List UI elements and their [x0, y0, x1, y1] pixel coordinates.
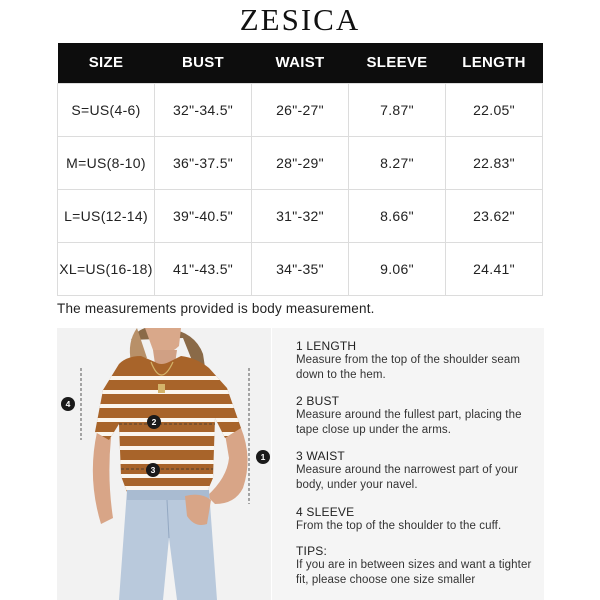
brand-logo: ZESICA — [239, 2, 361, 37]
header-size: SIZE — [58, 43, 155, 83]
cell-size: L=US(12-14) — [58, 189, 155, 242]
header-bust: BUST — [155, 43, 252, 83]
cell-length: 22.83" — [446, 136, 543, 189]
cell-sleeve: 8.27" — [349, 136, 446, 189]
tips-title: TIPS: — [296, 544, 328, 558]
guide-bust-text: Measure around the fullest part, placing the tape close up under the arms. — [296, 409, 522, 436]
table-row — [58, 242, 543, 295]
marker-sleeve: 4 — [61, 397, 75, 411]
cell-waist: 34"-35" — [252, 242, 349, 295]
guide-length — [296, 339, 544, 382]
guide-length-title: 1 LENGTH — [296, 339, 357, 353]
size-chart-table — [57, 43, 543, 296]
necklace-pendant — [158, 384, 165, 393]
guide-waist — [296, 449, 544, 492]
header-sleeve: SLEEVE — [349, 43, 446, 83]
cell-size: XL=US(16-18) — [58, 242, 155, 295]
tips-text: If you are in between sizes and want a tighter fit, please choose one size smaller — [296, 559, 532, 586]
measurement-guide-panel — [272, 328, 544, 600]
marker-length: 1 — [256, 450, 270, 464]
table-row — [58, 83, 543, 136]
guide-waist-text: Measure around the narrowest part of your body, under your navel. — [296, 464, 519, 491]
model-illustration — [57, 328, 271, 600]
header-waist: WAIST — [252, 43, 349, 83]
marker-bust: 2 — [147, 415, 161, 429]
guide-sleeve-text: From the top of the shoulder to the cuff. — [296, 520, 502, 532]
table-header-row — [58, 43, 543, 83]
cell-waist: 31"-32" — [252, 189, 349, 242]
cell-length: 22.05" — [446, 83, 543, 136]
marker-waist: 3 — [146, 463, 160, 477]
cell-size: S=US(4-6) — [58, 83, 155, 136]
cell-bust: 36"-37.5" — [155, 136, 252, 189]
cell-size: M=US(8-10) — [58, 136, 155, 189]
measurement-note: The measurements provided is body measurement. — [57, 301, 375, 316]
tips-section — [296, 544, 544, 587]
guide-waist-title: 3 WAIST — [296, 449, 345, 463]
guide-sleeve — [296, 505, 544, 534]
cell-sleeve: 9.06" — [349, 242, 446, 295]
model-photo — [57, 328, 271, 600]
left-arm — [93, 432, 113, 524]
cell-bust: 41"-43.5" — [155, 242, 252, 295]
guide-sleeve-title: 4 SLEEVE — [296, 505, 355, 519]
cell-length: 24.41" — [446, 242, 543, 295]
header-length: LENGTH — [446, 43, 543, 83]
chin-shape — [145, 328, 181, 353]
table-row — [58, 189, 543, 242]
guide-length-text: Measure from the top of the shoulder seam down to the hem. — [296, 354, 520, 381]
guide-bust-title: 2 BUST — [296, 394, 340, 408]
cell-sleeve: 8.66" — [349, 189, 446, 242]
cell-sleeve: 7.87" — [349, 83, 446, 136]
guide-bust — [296, 394, 544, 437]
cell-bust: 32"-34.5" — [155, 83, 252, 136]
cell-waist: 28"-29" — [252, 136, 349, 189]
cell-bust: 39"-40.5" — [155, 189, 252, 242]
cell-waist: 26"-27" — [252, 83, 349, 136]
cell-length: 23.62" — [446, 189, 543, 242]
table-row — [58, 136, 543, 189]
